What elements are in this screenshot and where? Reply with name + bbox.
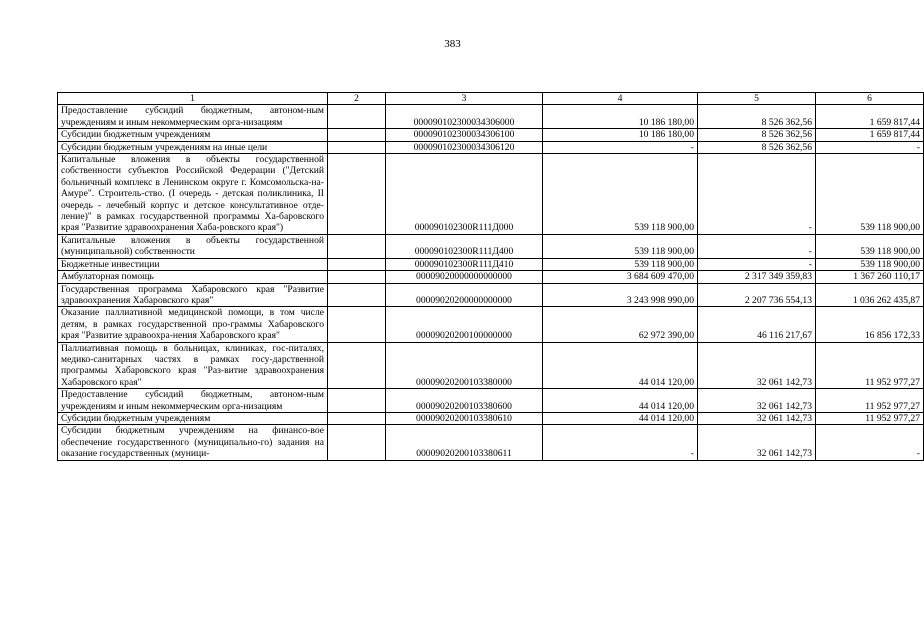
row-column-2 (328, 105, 386, 129)
row-code: 00009020200103380600 (386, 389, 543, 413)
column-header-2: 2 (328, 93, 386, 105)
row-value-5: 32 061 142,73 (698, 389, 816, 413)
row-column-2 (328, 258, 386, 270)
row-value-4: 539 118 900,00 (543, 258, 698, 270)
row-description: Государственная программа Хабаровского края "Развитие здравоохранения Хабаровского края" (58, 283, 328, 307)
row-value-4: 10 186 180,00 (543, 129, 698, 141)
row-value-5: 8 526 362,56 (698, 129, 816, 141)
row-column-2 (328, 271, 386, 283)
row-value-5: - (698, 154, 816, 235)
table-body (58, 105, 924, 460)
row-value-5: 2 317 349 359,83 (698, 271, 816, 283)
row-value-4: 44 014 120,00 (543, 389, 698, 413)
row-description: Паллиативная помощь в больницах, клиниках, гос-питалях, медико-санитарных частях в рамках госу-дарственной программы Хабаровского края "Раз-витие здравоохранения Хабаровского края" (58, 342, 328, 389)
row-value-5: - (698, 258, 816, 270)
row-code: 00009020000000000000 (386, 271, 543, 283)
row-value-6: 1 036 262 435,87 (816, 283, 924, 307)
row-description: Субсидии бюджетным учреждениям на иные цели (58, 141, 328, 153)
table-row (58, 141, 924, 153)
row-value-6: 539 118 900,00 (816, 234, 924, 258)
table-row (58, 307, 924, 342)
row-column-2 (328, 154, 386, 235)
table-row (58, 258, 924, 270)
row-description: Амбулаторная помощь (58, 271, 328, 283)
row-code: 00009020200100000000 (386, 307, 543, 342)
row-description: Субсидии бюджетным учреждениям на финансо-вое обеспечение государственного (муниципально-го) задания на оказание государственных (муници- (58, 425, 328, 460)
row-value-4: 62 972 390,00 (543, 307, 698, 342)
row-value-5: 2 207 736 554,13 (698, 283, 816, 307)
table-row (58, 412, 924, 424)
row-description: Бюджетные инвестиции (58, 258, 328, 270)
row-column-2 (328, 129, 386, 141)
row-column-2 (328, 283, 386, 307)
column-header-5: 5 (698, 93, 816, 105)
row-value-6: 1 659 817,44 (816, 129, 924, 141)
table-row (58, 425, 924, 460)
row-value-6: - (816, 141, 924, 153)
row-value-4: 10 186 180,00 (543, 105, 698, 129)
row-column-2 (328, 307, 386, 342)
column-header-6: 6 (816, 93, 924, 105)
table-row (58, 105, 924, 129)
table-row (58, 271, 924, 283)
row-value-4: 44 014 120,00 (543, 342, 698, 389)
row-value-6: 539 118 900,00 (816, 154, 924, 235)
row-code: 00009020200103380000 (386, 342, 543, 389)
row-value-5: 32 061 142,73 (698, 412, 816, 424)
row-code: 000090102300034306120 (386, 141, 543, 153)
row-value-5: 8 526 362,56 (698, 141, 816, 153)
column-header-3: 3 (386, 93, 543, 105)
row-column-2 (328, 141, 386, 153)
row-code: 00009020200000000000 (386, 283, 543, 307)
table-row (58, 154, 924, 235)
row-description: Капитальные вложения в объекты государственной (муниципальной) собственности (58, 234, 328, 258)
row-code: 00009020200103380611 (386, 425, 543, 460)
row-description: Предоставление субсидий бюджетным, автоном-ным учреждениям и иным некоммерческим орга-низациям (58, 389, 328, 413)
page-number: 383 (444, 38, 461, 50)
row-value-6: 1 659 817,44 (816, 105, 924, 129)
row-code: 000090102300R111Д410 (386, 258, 543, 270)
table-row (58, 342, 924, 389)
row-description: Субсидии бюджетным учреждениям (58, 129, 328, 141)
table-row (58, 283, 924, 307)
row-code: 000090102300R111Д000 (386, 154, 543, 235)
row-value-4: 3 243 998 990,00 (543, 283, 698, 307)
row-value-4: - (543, 141, 698, 153)
row-value-4: - (543, 425, 698, 460)
row-value-4: 539 118 900,00 (543, 154, 698, 235)
row-value-5: 32 061 142,73 (698, 425, 816, 460)
header-row (58, 93, 924, 105)
row-value-5: 32 061 142,73 (698, 342, 816, 389)
row-value-5: 8 526 362,56 (698, 105, 816, 129)
row-value-6: 539 118 900,00 (816, 258, 924, 270)
budget-table (57, 92, 924, 461)
table-row (58, 129, 924, 141)
table-row (58, 389, 924, 413)
column-header-4: 4 (543, 93, 698, 105)
row-code: 00009020200103380610 (386, 412, 543, 424)
row-value-6: 16 856 172,33 (816, 307, 924, 342)
row-value-6: 1 367 260 110,17 (816, 271, 924, 283)
row-description: Предоставление субсидий бюджетным, автоном-ным учреждениям и иным некоммерческим орга-низациям (58, 105, 328, 129)
row-value-4: 539 118 900,00 (543, 234, 698, 258)
row-column-2 (328, 234, 386, 258)
row-value-4: 3 684 609 470,00 (543, 271, 698, 283)
row-value-6: - (816, 425, 924, 460)
row-column-2 (328, 412, 386, 424)
row-value-4: 44 014 120,00 (543, 412, 698, 424)
row-column-2 (328, 342, 386, 389)
row-value-6: 11 952 977,27 (816, 412, 924, 424)
row-code: 000090102300R111Д400 (386, 234, 543, 258)
row-column-2 (328, 425, 386, 460)
row-column-2 (328, 389, 386, 413)
row-value-5: - (698, 234, 816, 258)
column-header-1: 1 (58, 93, 328, 105)
row-code: 000090102300034306100 (386, 129, 543, 141)
row-value-5: 46 116 217,67 (698, 307, 816, 342)
row-description: Оказание паллиативной медицинской помощи, в том числе детям, в рамках государственной про-граммы Хабаровского края "Развитие здравоохра-нения Хабаровского края" (58, 307, 328, 342)
row-value-6: 11 952 977,27 (816, 389, 924, 413)
row-description: Капитальные вложения в объекты государственной собственности субъектов Российской Федерации ("Детский больничный комплекс в Ленинском округе г. Комсомольска-на-Амуре". Строитель-ство. (I очередь - детская поликлиника, II очередь - лечебный корпус и детское консультативное отде-ление)" в рамках государственной программы Ха-баровского края "Развитие здравоохранения Хаба-ровского края") (58, 154, 328, 235)
row-value-6: 11 952 977,27 (816, 342, 924, 389)
row-description: Субсидии бюджетным учреждениям (58, 412, 328, 424)
row-code: 000090102300034306000 (386, 105, 543, 129)
table-row (58, 234, 924, 258)
